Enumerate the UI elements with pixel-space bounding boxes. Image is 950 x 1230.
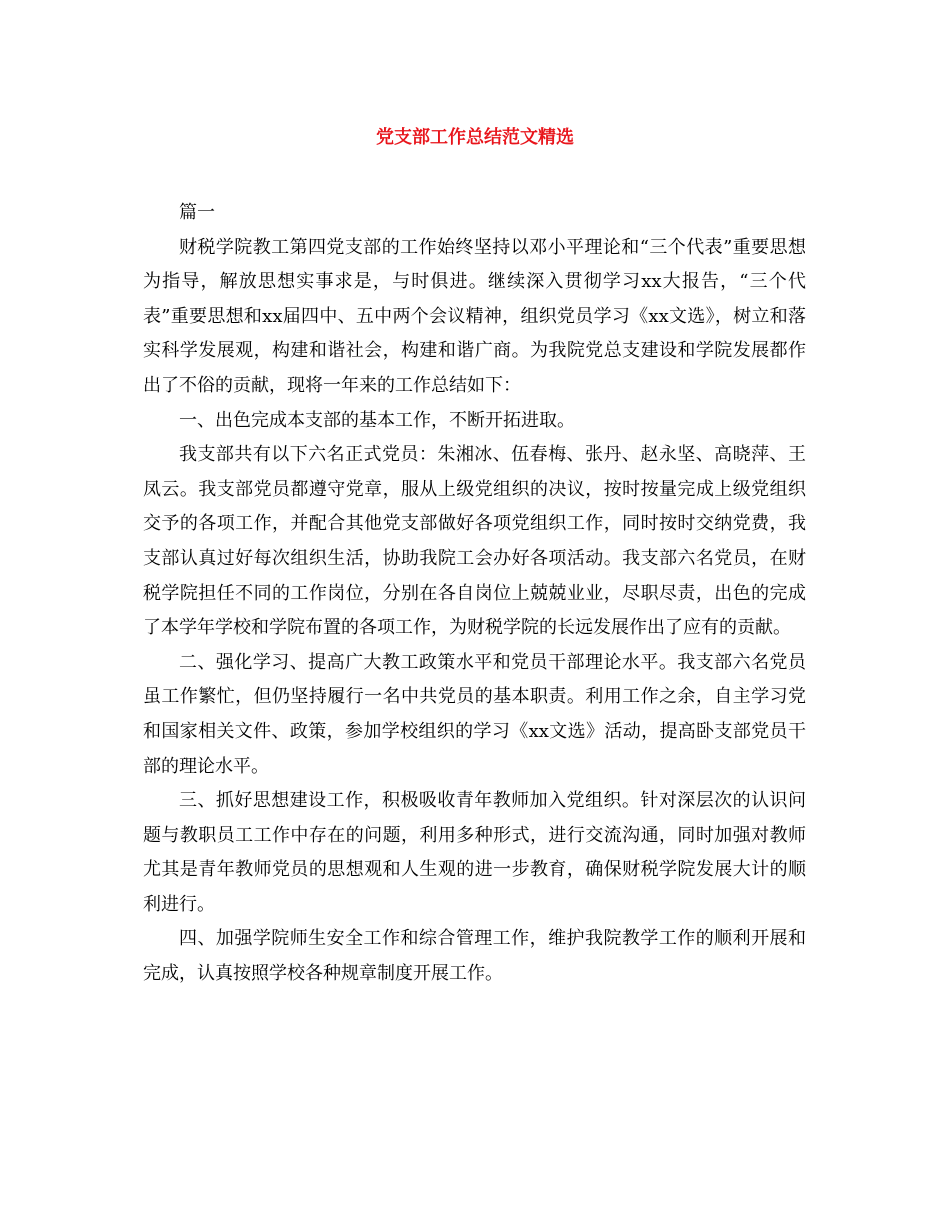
paragraph-heading-1: 一、出色完成本支部的基本工作，不断开拓进取。 [179, 409, 575, 431]
paragraph-heading-3: 三、抓好思想建设工作，积极吸收青年教师加入党组织。针对深层次的认识问题与教职员工工作中存在的问题，利用多种形式，进行交流沟通，同时加强对教师尤其是青年教师党员的思想观和人生观的进一步教育，确保财税学院发展大计的顺利进行。 [143, 790, 806, 915]
paragraph-intro: 财税学院教工第四党支部的工作始终坚持以邓小平理论和“三个代表”重要思想为指导，解放思想实事求是，与时俱进。继续深入贯彻学习xx大报告，“三个代表”重要思想和xx届四中、五中两个会议精神，组织党员学习《xx文选》，树立和落实科学发展观，构建和谐社会，构建和谐广商。为我院党总支建设和学院发展都作出了不俗的贡献，现将一年来的工作总结如下： [143, 236, 806, 396]
paragraph-heading-4: 四、加强学院师生安全工作和综合管理工作，维护我院教学工作的顺利开展和完成，认真按照学校各种规章制度开展工作。 [143, 928, 806, 985]
paragraph-section-label: 篇一 [179, 202, 215, 223]
paragraph-members: 我支部共有以下六名正式党员：朱湘冰、伍春梅、张丹、赵永坚、高晓萍、王凤云。我支部党员都遵守党章，服从上级党组织的决议，按时按量完成上级党组织交予的各项工作，并配合其他党支部做好各项党组织工作，同时按时交纳党费，我支部认真过好每次组织生活，协助我院工会办好各项活动。我支部六名党员，在财税学院担任不同的工作岗位，分别在各自岗位上兢兢业业，尽职尽责，出色的完成了本学年学校和学院布置的各项工作，为财税学院的长远发展作出了应有的贡献。 [143, 444, 806, 639]
document-body [143, 196, 806, 992]
paragraph-heading-2: 二、强化学习、提高广大教工政策水平和党员干部理论水平。我支部六名党员虽工作繁忙，但仍坚持履行一名中共党员的基本职责。利用工作之余，自主学习党和国家相关文件、政策，参加学校组织的学习《xx文选》活动，提高卧支部党员干部的理论水平。 [143, 651, 806, 777]
document-title: 党支部工作总结范文精选 [376, 127, 574, 148]
